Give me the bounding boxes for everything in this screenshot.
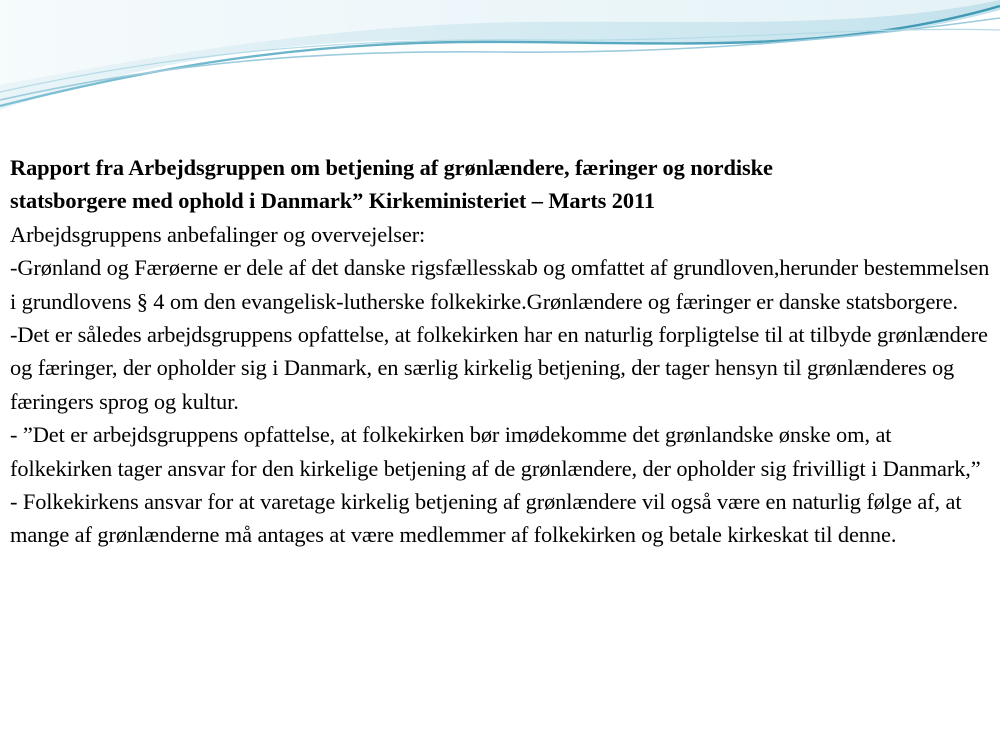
slide-body	[10, 151, 990, 552]
report-title-line-2: statsborgere med ophold i Danmark” Kirkeministeriet – Marts 2011	[10, 188, 655, 214]
section-heading: Arbejdsgruppens anbefalinger og overvejelser:	[10, 221, 426, 247]
paragraph-2: -Det er således arbejdsgruppens opfattelse, at folkekirken har en naturlig forpligtelse til at tilbyde grønlændere og færinger, der opholder sig i Danmark, en særlig kirkelig betjening, der tager hensyn til grønlænderes og færingers sprog og kultur.	[10, 322, 988, 414]
paragraph-1: -Grønland og Færøerne er dele af det danske rigsfællesskab og omfattet af grundloven,herunder bestemmelsen i grundlovens § 4 om den evangelisk-lutherske folkekirke.Grønlændere og færinger er danske statsborgere.	[10, 255, 990, 314]
paragraph-4: - Folkekirkens ansvar for at varetage kirkelig betjening af grønlændere vil også være en naturlig følge af, at mange af grønlænderne må antages at være medlemmer af folkekirken og betale kirkeskat til denne.	[10, 489, 962, 548]
report-title-line-1: Rapport fra Arbejdsgruppen om betjening af grønlændere, færinger og nordiske	[10, 155, 773, 180]
paragraph-3: - ”Det er arbejdsgruppens opfattelse, at folkekirken bør imødekomme det grønlandske ønske om, at folkekirken tager ansvar for den kirkelige betjening af de grønlændere, der opholder sig frivilligt i Danmark,”	[10, 422, 981, 481]
wave-header-decoration	[0, 0, 1000, 120]
